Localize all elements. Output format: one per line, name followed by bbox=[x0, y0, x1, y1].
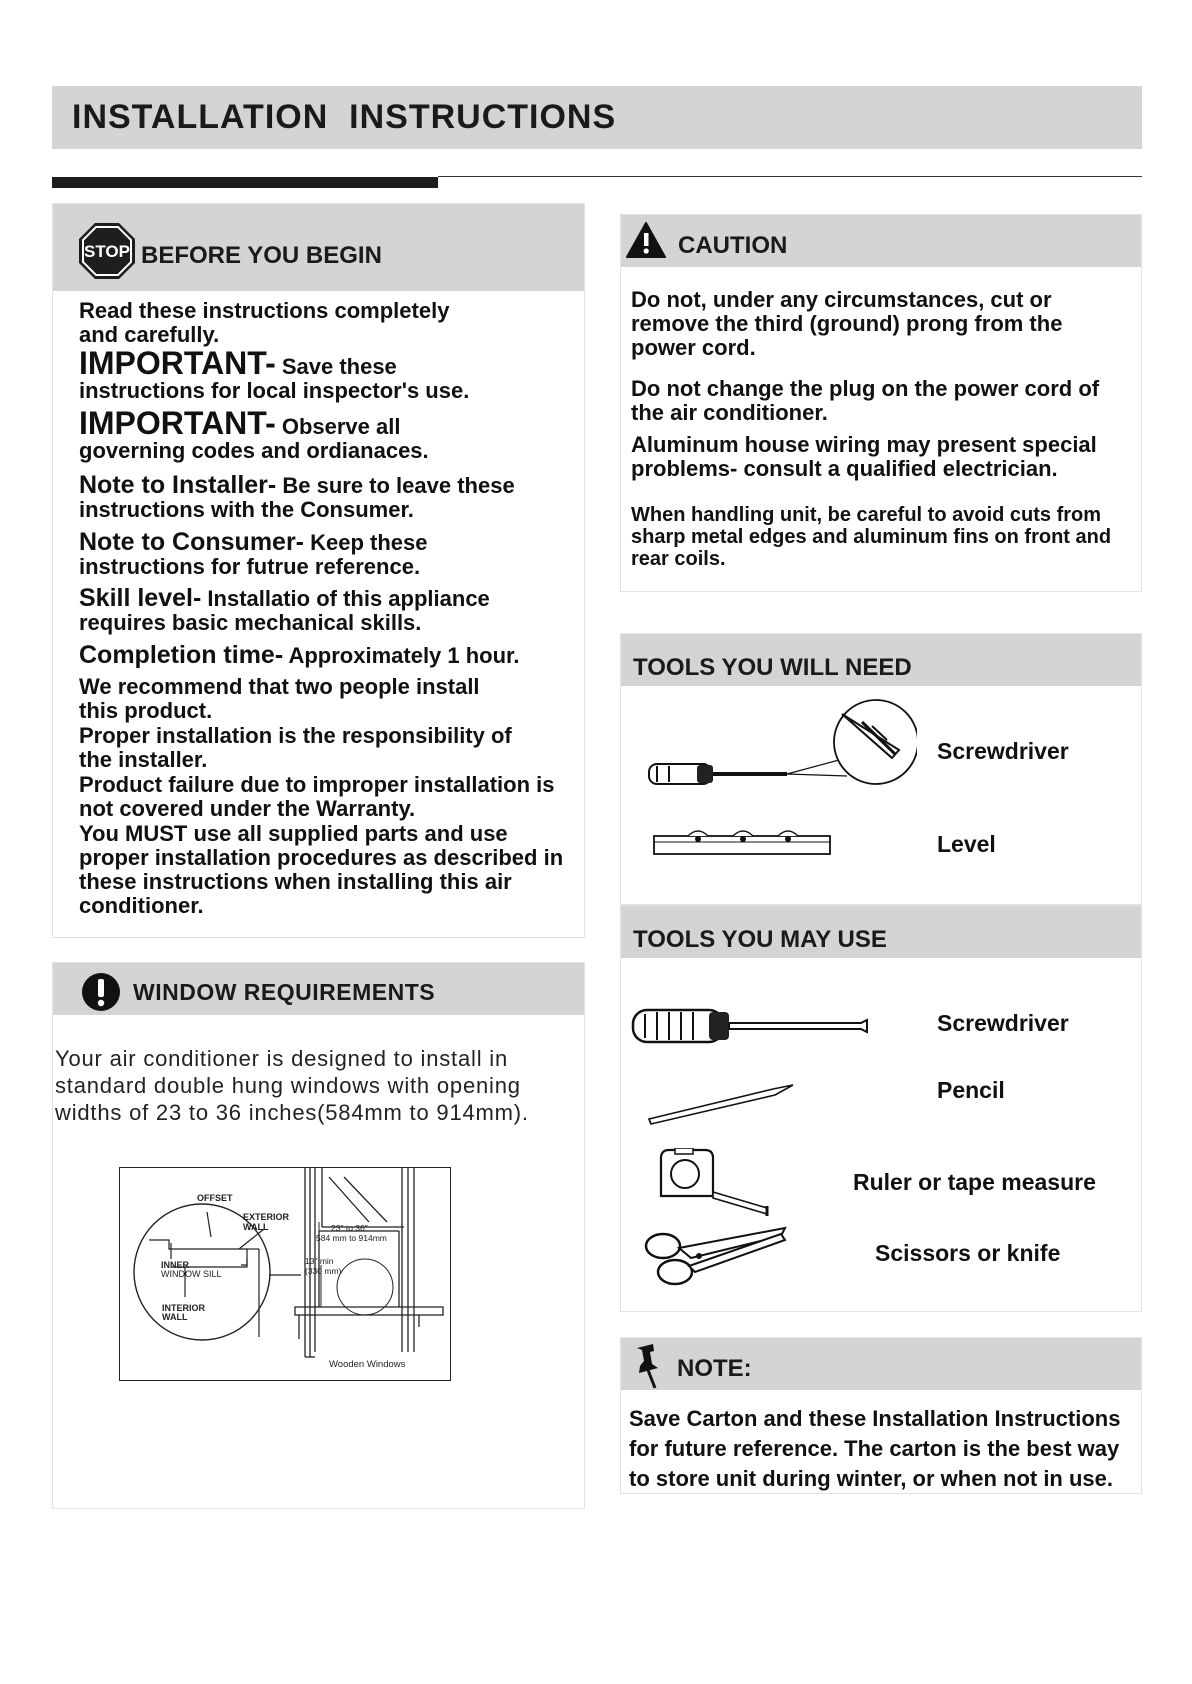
read-instructions-text: Read these instructions completely and carefully. bbox=[79, 298, 450, 347]
window-requirements-heading: WINDOW REQUIREMENTS bbox=[133, 979, 436, 1005]
note-to-consumer-text: Keep these instructions for futrue reference. bbox=[79, 530, 428, 579]
important-observe-label: IMPORTANT- bbox=[79, 405, 276, 441]
tool-may-pencil-label: Pencil bbox=[937, 1077, 1005, 1103]
note-to-installer-text: Be sure to leave these instructions with the Consumer. bbox=[79, 473, 515, 522]
window-requirements-text: Your air conditioner is designed to install in standard double hung windows with opening widths of 23 to 36 inches(584mm to 914mm). bbox=[55, 1046, 529, 1125]
caution-plug: Do not change the plug on the power cord of the air conditioner. bbox=[631, 376, 1100, 425]
tools-you-may-use-panel bbox=[620, 905, 1142, 1312]
tool-may-screwdriver-label: Screwdriver bbox=[937, 1010, 1069, 1036]
completion-time-text: Approximately 1 hour. bbox=[283, 643, 520, 668]
important-save-text: Save these instructions for local inspector's use. bbox=[79, 354, 470, 403]
caution-heading: CAUTION bbox=[678, 232, 788, 259]
diagram-exterior-label-1: EXTERIOR bbox=[243, 1212, 290, 1222]
diagram-width-label-2: 584 mm to 914mm bbox=[316, 1233, 387, 1243]
diagram-min-label-1: 13" min bbox=[305, 1256, 334, 1266]
important-observe-note bbox=[79, 405, 479, 463]
pushpin-icon bbox=[631, 1342, 665, 1390]
before-you-begin-header bbox=[53, 204, 584, 291]
tools-need-heading: TOOLS YOU WILL NEED bbox=[633, 654, 912, 681]
scissors-icon bbox=[641, 1224, 791, 1289]
caution-ground-prong: Do not, under any circumstances, cut or remove the third (ground) prong from the power cord. bbox=[631, 287, 1063, 360]
tool-need-screwdriver-label: Screwdriver bbox=[937, 738, 1069, 764]
responsibility-text: Proper installation is the responsibility of the installer. bbox=[79, 723, 512, 772]
title-rule-thick bbox=[52, 177, 438, 188]
tools-you-will-need-panel bbox=[620, 633, 1142, 905]
tools-may-heading: TOOLS YOU MAY USE bbox=[633, 926, 887, 953]
note-to-consumer bbox=[79, 530, 499, 579]
window-requirements-panel bbox=[52, 962, 585, 1509]
diagram-interior-label-2: WALL bbox=[162, 1312, 188, 1322]
warning-triangle-icon bbox=[625, 221, 667, 259]
stop-sign-icon bbox=[77, 221, 137, 281]
exclamation-icon bbox=[81, 972, 121, 1012]
completion-time-label: Completion time- bbox=[79, 641, 284, 669]
window-diagram bbox=[119, 1167, 451, 1381]
caution-sharp-edges: When handling unit, be careful to avoid cuts from sharp metal edges and aluminum fins on front and rear coils. bbox=[631, 504, 1112, 570]
before-you-begin-panel bbox=[52, 203, 585, 938]
tool-may-scissors-label: Scissors or knife bbox=[875, 1240, 1061, 1266]
skill-level-text: Installatio of this appliance requires basic mechanical skills. bbox=[79, 586, 490, 635]
tools-may-header bbox=[621, 906, 1141, 958]
diagram-caption: Wooden Windows bbox=[329, 1359, 406, 1370]
tool-need-level-label: Level bbox=[937, 831, 996, 857]
pencil-icon bbox=[645, 1081, 795, 1126]
page-title-bar bbox=[52, 86, 1142, 149]
tool-may-tape-label: Ruler or tape measure bbox=[853, 1169, 1096, 1195]
diagram-interior-label-1: INTERIOR bbox=[162, 1303, 206, 1313]
note-to-installer bbox=[79, 473, 569, 522]
must-use-parts-text: You MUST use all supplied parts and use proper installation procedures as described in these instructions when installing this air conditioner. bbox=[79, 821, 564, 918]
note-text: Save Carton and these Installation Instructions for future reference. The carton is the best way to store unit during winter, or when not in use. bbox=[629, 1406, 1121, 1491]
note-to-installer-label: Note to Installer- bbox=[79, 471, 277, 499]
diagram-width-label-1: 23" to 36" bbox=[331, 1223, 368, 1233]
tools-need-header bbox=[621, 634, 1141, 686]
window-requirements-header bbox=[53, 963, 584, 1015]
caution-panel bbox=[620, 214, 1142, 592]
svg-text:STOP: STOP bbox=[84, 242, 130, 261]
caution-header bbox=[621, 215, 1141, 267]
important-observe-text: Observe all governing codes and ordianaces. bbox=[79, 414, 429, 463]
diagram-inner-label-1: INNER bbox=[161, 1260, 190, 1270]
completion-time-note bbox=[79, 643, 579, 668]
page-title: INSTALLATION INSTRUCTIONS bbox=[72, 98, 617, 136]
note-panel bbox=[620, 1337, 1142, 1494]
caution-aluminum-wiring: Aluminum house wiring may present special problems- consult a qualified electrician. bbox=[631, 432, 1097, 481]
before-you-begin-heading: BEFORE YOU BEGIN bbox=[141, 242, 382, 269]
note-to-consumer-label: Note to Consumer- bbox=[79, 528, 304, 556]
diagram-offset-label: OFFSET bbox=[197, 1193, 233, 1203]
diagram-inner-label-2: WINDOW SILL bbox=[161, 1269, 222, 1279]
note-header bbox=[621, 1338, 1141, 1390]
note-heading: NOTE: bbox=[677, 1355, 752, 1382]
title-rule-thin bbox=[438, 176, 1142, 177]
flathead-screwdriver-icon bbox=[631, 1006, 871, 1046]
important-save-label: IMPORTANT- bbox=[79, 345, 276, 381]
warranty-text: Product failure due to improper installation is not covered under the Warranty. bbox=[79, 772, 555, 821]
diagram-min-label-2: (330 mm) bbox=[305, 1266, 342, 1276]
two-people-text: We recommend that two people install this product. bbox=[79, 674, 480, 723]
level-icon bbox=[653, 828, 833, 858]
skill-level-label: Skill level- bbox=[79, 584, 202, 612]
diagram-exterior-label-2: WALL bbox=[243, 1222, 269, 1232]
skill-level-note bbox=[79, 586, 549, 635]
phillips-screwdriver-icon bbox=[647, 694, 917, 794]
tape-measure-icon bbox=[657, 1148, 777, 1218]
important-save-note bbox=[79, 345, 509, 403]
